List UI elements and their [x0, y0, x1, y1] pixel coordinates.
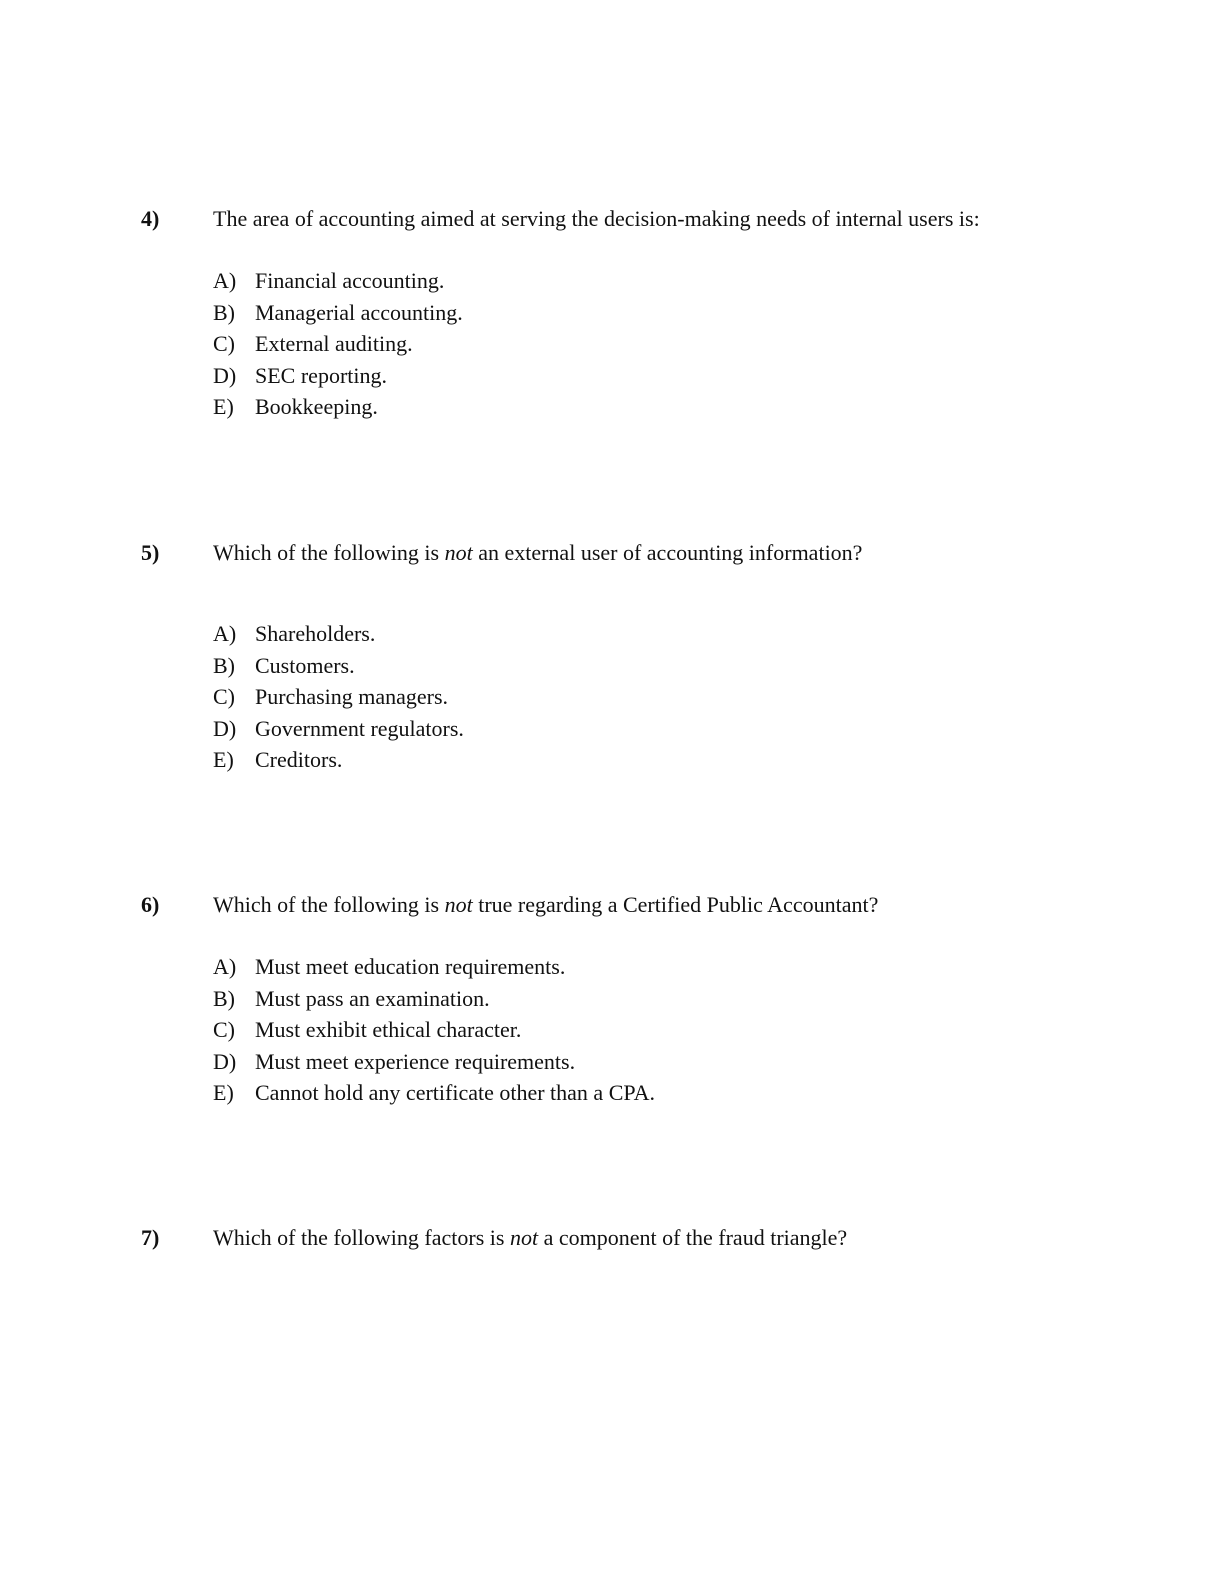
option-letter: A)	[213, 621, 237, 646]
option-letter: C)	[213, 684, 235, 709]
question-text-part: true regarding a Certified Public Accountant?	[472, 892, 879, 917]
option-letter: D)	[213, 715, 237, 741]
answer-options	[213, 621, 464, 779]
option-letter: D)	[213, 1048, 237, 1074]
option-text: Must exhibit ethical character.	[255, 1017, 522, 1042]
option-text: Must meet education requirements.	[255, 954, 566, 979]
option-text: Purchasing managers.	[255, 684, 449, 709]
answer-option	[213, 1080, 655, 1112]
answer-options	[213, 954, 655, 1112]
option-text: Cannot hold any certificate other than a CPA.	[255, 1080, 655, 1105]
answer-option	[213, 716, 464, 748]
question-text	[213, 206, 980, 232]
option-text: Financial accounting.	[255, 268, 445, 293]
option-letter: E)	[213, 1080, 234, 1105]
option-letter: B)	[213, 985, 235, 1011]
option-letter: D)	[213, 362, 237, 388]
option-letter: C)	[213, 1017, 235, 1042]
option-letter: E)	[213, 394, 234, 419]
answer-option	[213, 1017, 655, 1049]
answer-option	[213, 394, 463, 426]
option-text: Shareholders.	[255, 621, 376, 646]
question-text	[213, 1225, 847, 1251]
option-letter: E)	[213, 747, 234, 772]
answer-options	[213, 268, 463, 426]
question-text-part: Which of the following is	[213, 540, 445, 565]
option-letter: A)	[213, 954, 237, 979]
answer-option	[213, 268, 463, 300]
answer-option	[213, 986, 655, 1018]
option-text: Creditors.	[255, 747, 343, 772]
question-text	[213, 540, 862, 566]
option-text: Managerial accounting.	[255, 299, 463, 325]
option-text: SEC reporting.	[255, 362, 387, 388]
option-text: Government regulators.	[255, 715, 464, 741]
answer-option	[213, 621, 464, 653]
answer-option	[213, 331, 463, 363]
answer-option	[213, 747, 464, 779]
option-text: External auditing.	[255, 331, 413, 356]
question-text-part: an external user of accounting information?	[472, 540, 863, 565]
answer-option	[213, 1049, 655, 1081]
option-text: Bookkeeping.	[255, 394, 378, 419]
question-text-part: The area of accounting aimed at serving the decision-making needs of internal users is:	[213, 206, 980, 231]
option-text: Must meet experience requirements.	[255, 1048, 576, 1074]
question-text-part: Which of the following factors is	[213, 1225, 510, 1250]
answer-option	[213, 300, 463, 332]
option-text: Must pass an examination.	[255, 985, 490, 1011]
question-number: 7)	[141, 1225, 160, 1250]
option-letter: C)	[213, 331, 235, 356]
answer-option	[213, 684, 464, 716]
answer-option	[213, 653, 464, 685]
option-text: Customers.	[255, 652, 355, 678]
question-emphasis: not	[509, 1225, 539, 1250]
question-number: 5)	[141, 540, 160, 565]
option-letter: A)	[213, 268, 237, 293]
question-text-part: Which of the following is	[213, 892, 445, 917]
answer-option	[213, 954, 655, 986]
question-text-part: a component of the fraud triangle?	[538, 1225, 848, 1250]
question-number: 4)	[141, 206, 160, 231]
option-letter: B)	[213, 652, 235, 678]
option-letter: B)	[213, 299, 235, 325]
question-emphasis: not	[444, 540, 473, 565]
question-number: 6)	[141, 892, 160, 917]
question-emphasis: not	[444, 892, 473, 917]
question-text	[213, 892, 878, 918]
answer-option	[213, 363, 463, 395]
